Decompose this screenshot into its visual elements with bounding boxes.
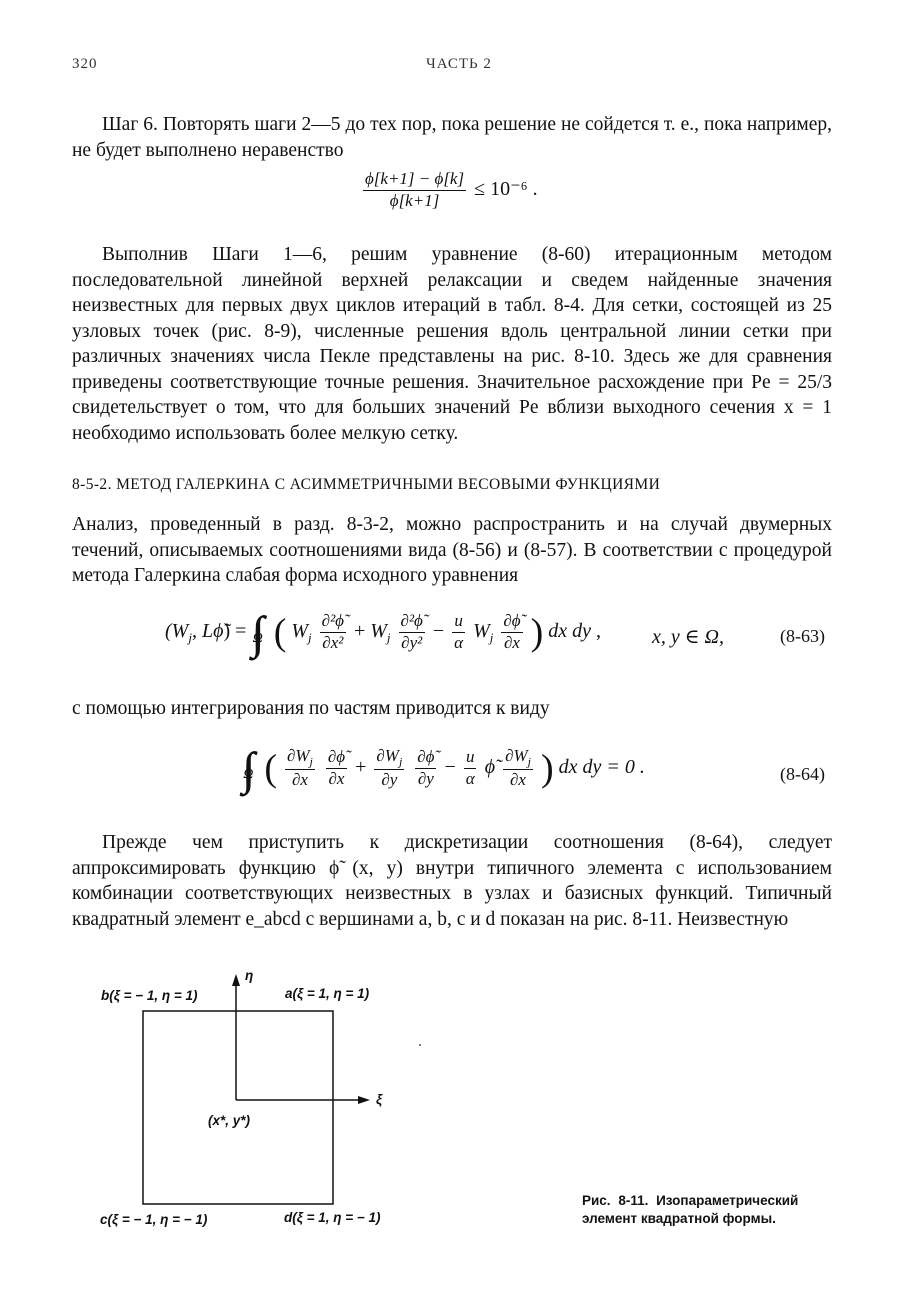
inequality-numerator: ϕ[k+1] − ϕ[k]	[363, 170, 466, 191]
paragraph-discretization: Прежде чем приступить к дискретизации соотношения (8-64), следует аппроксимировать функцию ϕ̃ (x, y) внутри типичного элемента с использованием комбинации соответствующих неизвестных в узлах и базисных функций. Типичный квадратный элемент e_abcd с вершинами a, b, c и d показан на рис. 8-11. Неизвестную	[72, 832, 832, 930]
vertex-a-label: a(ξ = 1, η = 1)	[285, 986, 370, 1001]
center-label: (x*, y*)	[208, 1113, 251, 1128]
caption-line-1: Рис. 8-11. Изопараметрический	[582, 1193, 799, 1208]
inequality-rhs: ≤ 10⁻⁶ .	[474, 177, 538, 200]
stray-dot	[419, 1044, 421, 1046]
inequality-denominator: ϕ[k+1]	[389, 190, 440, 210]
xi-arrowhead	[358, 1096, 370, 1104]
xi-label: ξ	[376, 1092, 383, 1107]
equation-8-64-rhs: dx dy = 0 .	[558, 756, 645, 779]
square-element	[143, 1011, 333, 1204]
equation-8-64: $\int\int_\Omega$ ( $\frac{\partial W_j}{\partial x}$ $\frac{\partial\phĩ}{\partial x}$ + $\frac{\partial W_j}{\partial y}$ $\frac{\partial\phĩ}{\partial y}$ − $\frac{u}{\alpha}$ ϕ̃ $\frac{\partial W_j}{\partial x}$ ) dx dy = 0 .	[242, 743, 645, 794]
vertex-d-label: d(ξ = 1, η = − 1)	[284, 1210, 381, 1225]
section-heading: 8-5-2. МЕТОД ГАЛЕРКИНА С АСИММЕТРИЧНЫМИ ВЕСОВЫМИ ФУНКЦИЯМИ	[72, 476, 661, 493]
running-title: ЧАСТЬ 2	[426, 56, 492, 72]
equation-8-63-domain: x, y ∈ Ω,	[652, 626, 725, 648]
equation-8-64-number: (8-64)	[780, 764, 825, 784]
paragraph-galerkin-intro: Анализ, проведенный в разд. 8-3-2, можно распространить и на случай двумерных течений, описываемых соотношениями вида (8-56) и (8-57). В соответствии с процедурой метода Галеркина слабая форма исходного уравнения	[72, 514, 832, 586]
figure-caption	[582, 1192, 798, 1228]
eta-arrowhead	[232, 974, 240, 986]
equation-8-63-number: (8-63)	[780, 626, 825, 646]
vertex-c-label: c(ξ = − 1, η = − 1)	[100, 1212, 208, 1227]
paragraph-iteration-results: Выполнив Шаги 1—6, решим уравнение (8-60) итерационным методом последовательной линейной верхней релаксации и сведем найденные значения неизвестных для первых двух циклов итераций в табл. 8-4. Для сетки, состоящей из 25 узловых точек (рис. 8-9), численные решения вдоль центральной линии сетки при различных значениях числа Пекле представлены на рис. 8-10. Здесь же для сравнения приведены соответствующие точные решения. Значительное расхождение при Pe = 25/3 свидетельствует о том, что для больших значений Pe вблизи выходного сечения x = 1 необходимо использовать более мелкую сетку.	[72, 244, 832, 444]
page-number: 320	[72, 56, 98, 72]
vertex-b-label: b(ξ = − 1, η = 1)	[101, 988, 198, 1003]
paragraph-integration-by-parts: с помощью интегрирования по частям приводится к виду	[72, 698, 550, 719]
caption-line-2: элемент квадратной формы.	[582, 1211, 776, 1226]
step6-paragraph: Шаг 6. Повторять шаги 2—5 до тех пор, пока решение не сойдется т. е., пока например, не будет выполнено неравенство	[72, 114, 832, 161]
equation-8-63: ($W_j$, Lϕ̃) = $\int\int_\Omega$ ( $W_j$ $\frac{\text{∂²ϕ̃}}{\text{∂x²}}$ + $W_j$ $\frac{\text{∂²ϕ̃}}{\text{∂y²}}$ − $\frac{u}{\alpha}$ $W_j$ $\frac{\partial\phĩ}{\partial x}$ ) dx dy ,	[165, 607, 601, 658]
eta-label: η	[245, 968, 254, 983]
convergence-inequality	[360, 170, 538, 210]
